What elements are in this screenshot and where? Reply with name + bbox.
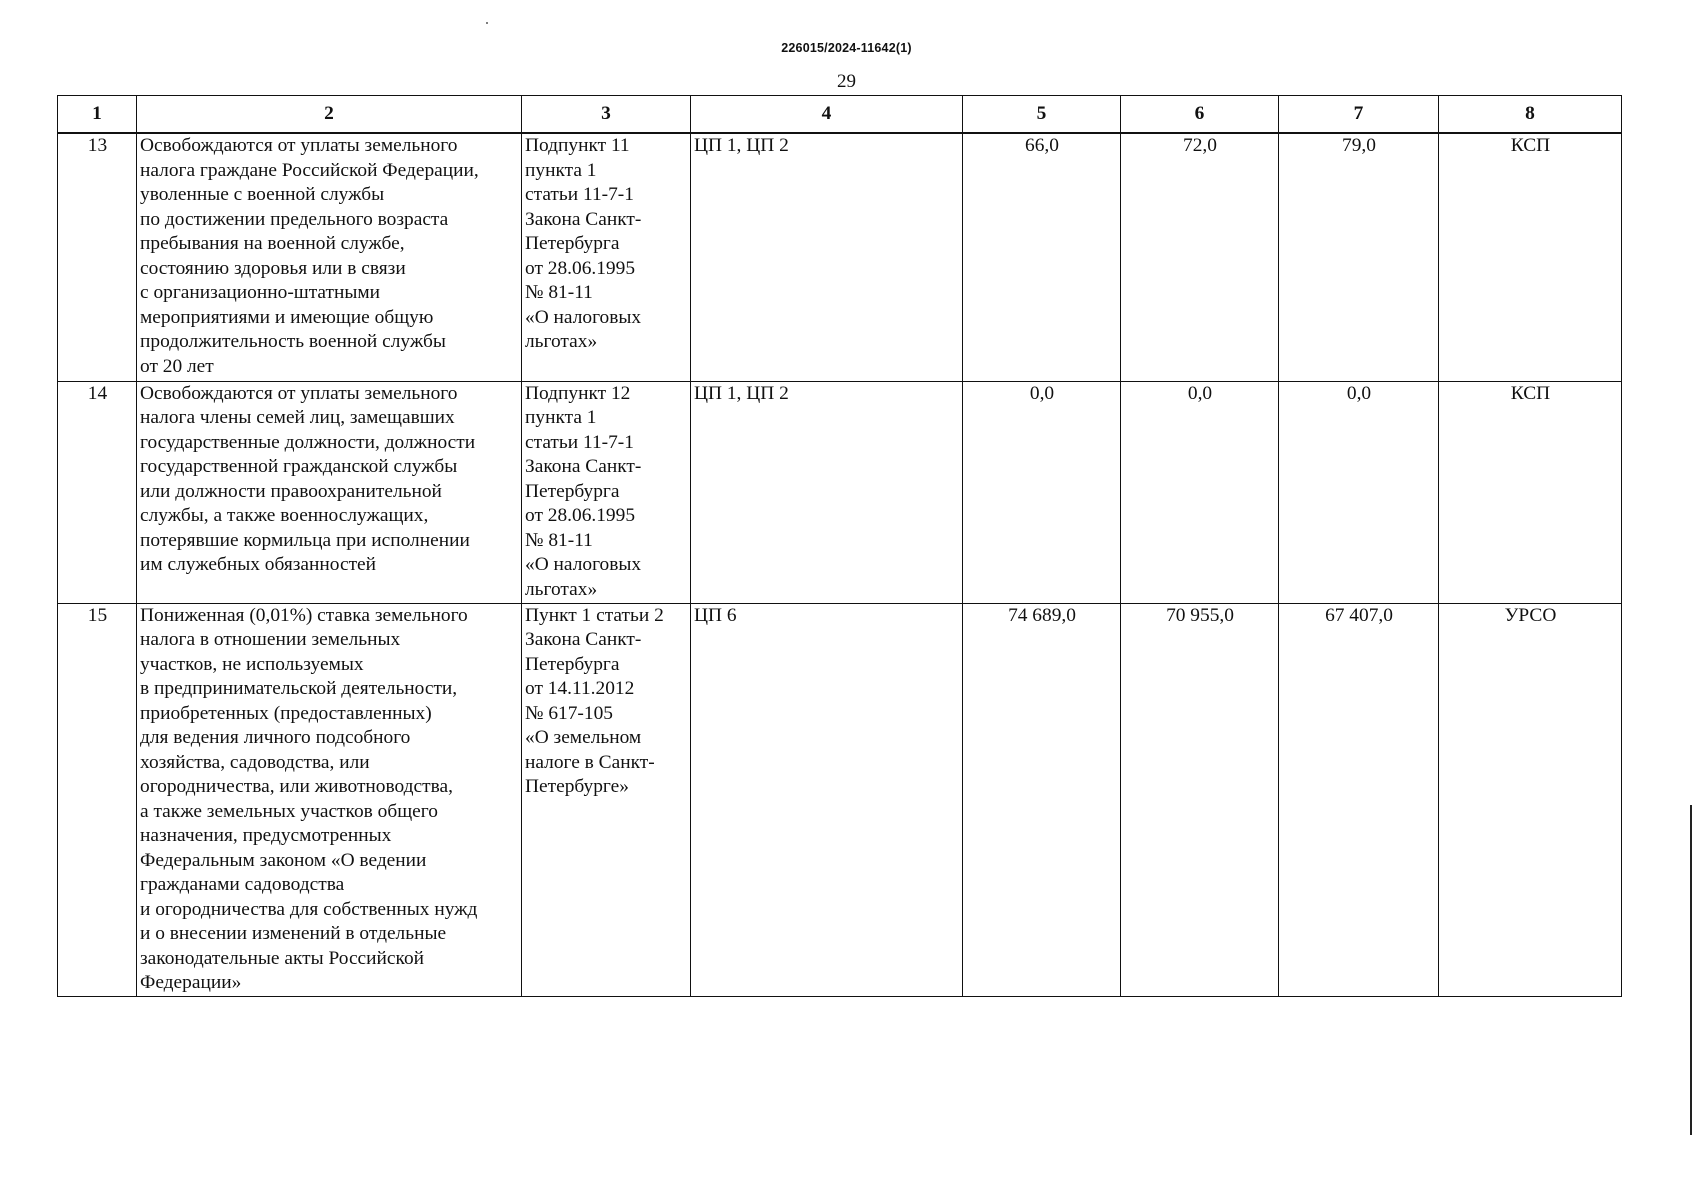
responsible-org: УРСО <box>1439 603 1622 996</box>
column-header: 8 <box>1439 96 1622 134</box>
benefit-description: Освобождаются от уплаты земельного налога граждане Российской Федерации, уволенные с военной службы по достижении предельного возраста пребывания на военной службе, состоянию здоровья или в связи с организационно-штатными мероприятиями и имеющие общую продолжительность военной службы от 20 лет <box>137 133 522 381</box>
value-col6: 72,0 <box>1121 133 1279 381</box>
legal-basis: Пункт 1 статьи 2 Закона Санкт- Петербурга от 14.11.2012 № 617-105 «О земельном налоге в Санкт- Петербурге» <box>522 603 691 996</box>
value-col7: 67 407,0 <box>1279 603 1439 996</box>
target-programs: ЦП 1, ЦП 2 <box>691 133 963 381</box>
value-col5: 0,0 <box>963 381 1121 603</box>
legal-basis: Подпункт 11 пункта 1 статьи 11-7-1 Закона Санкт- Петербурга от 28.06.1995 № 81-11 «О налоговых льготах» <box>522 133 691 381</box>
table-row <box>58 381 1622 603</box>
responsible-org: КСП <box>1439 133 1622 381</box>
legal-basis: Подпункт 12 пункта 1 статьи 11-7-1 Закона Санкт- Петербурга от 28.06.1995 № 81-11 «О налоговых льготах» <box>522 381 691 603</box>
scan-speck <box>486 22 488 24</box>
column-header: 6 <box>1121 96 1279 134</box>
table-row <box>58 603 1622 996</box>
value-col7: 79,0 <box>1279 133 1439 381</box>
value-col6: 0,0 <box>1121 381 1279 603</box>
registration-number: 226015/2024-11642(1) <box>781 41 912 55</box>
table-row <box>58 133 1622 381</box>
value-col7: 0,0 <box>1279 381 1439 603</box>
column-header: 7 <box>1279 96 1439 134</box>
benefit-description: Пониженная (0,01%) ставка земельного налога в отношении земельных участков, не используемых в предпринимательской деятельности, приобретенных (предоставленных) для ведения личного подсобного хозяйства, садоводства, или огородничества, или животноводства, а также земельных участков общего назначения, предусмотренных Федеральным законом «О ведении гражданами садоводства и огородничества для собственных нужд и о внесении изменений в отдельные законодательные акты Российской Федерации» <box>137 603 522 996</box>
page-number: 29 <box>837 71 856 92</box>
row-number: 14 <box>58 381 137 603</box>
column-header: 4 <box>691 96 963 134</box>
value-col6: 70 955,0 <box>1121 603 1279 996</box>
row-number: 15 <box>58 603 137 996</box>
value-col5: 66,0 <box>963 133 1121 381</box>
column-header: 5 <box>963 96 1121 134</box>
column-header: 1 <box>58 96 137 134</box>
column-header: 2 <box>137 96 522 134</box>
column-header: 3 <box>522 96 691 134</box>
header-row <box>58 96 1622 134</box>
target-programs: ЦП 1, ЦП 2 <box>691 381 963 603</box>
responsible-org: КСП <box>1439 381 1622 603</box>
benefits-table <box>57 95 1622 997</box>
row-number: 13 <box>58 133 137 381</box>
target-programs: ЦП 6 <box>691 603 963 996</box>
value-col5: 74 689,0 <box>963 603 1121 996</box>
benefit-description: Освобождаются от уплаты земельного налога члены семей лиц, замещавших государственные должности, должности государственной гражданской службы или должности правоохранительной службы, а также военнослужащих, потерявшие кормильца при исполнении им служебных обязанностей <box>137 381 522 603</box>
scan-edge-line <box>1690 805 1692 1135</box>
